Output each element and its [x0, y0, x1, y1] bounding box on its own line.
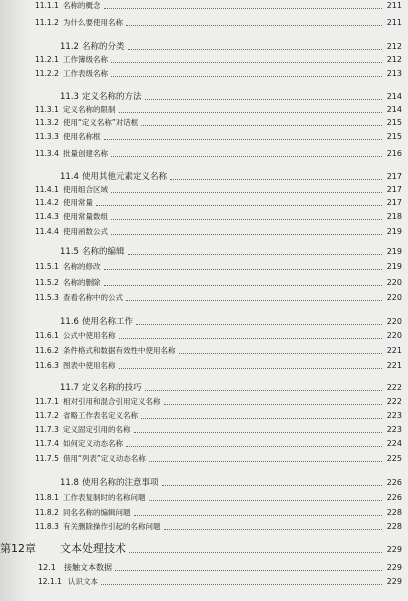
toc-leader-dots [111, 219, 382, 220]
toc-entry-number: 11.8.2 [35, 508, 59, 517]
toc-entry-page-number: 212 [386, 55, 402, 64]
toc-entry-number: 11.4.2 [35, 198, 59, 207]
toc-entry-number: 11.2.1 [35, 55, 59, 64]
toc-leader-dots [149, 500, 382, 501]
toc-entry-page-number: 222 [386, 397, 402, 406]
toc-entry-page-number: 220 [386, 278, 402, 287]
toc-leader-dots [149, 461, 382, 462]
toc-entry-title: 使用名称工作 [82, 317, 134, 327]
toc-entry-page-number: 215 [386, 132, 402, 141]
toc-entry [0, 521, 408, 533]
toc-entry-title: 省略工作表名定义名称 [63, 411, 138, 420]
toc-leader-dots [141, 418, 382, 419]
toc-entry-title: 相对引用和混合引用定义名称 [63, 397, 161, 406]
toc-entry [0, 131, 408, 143]
toc-entry-title: 工作表复制时的名称问题 [63, 493, 146, 502]
toc-leader-dots [179, 353, 382, 354]
toc-entry-title: 查看名称中的公式 [63, 293, 123, 302]
toc-entry-title: 接触文本数据 [64, 563, 112, 572]
toc-entry-number: 11.5 [60, 247, 79, 257]
toc-entry-number: 11.5.1 [35, 262, 59, 271]
toc-leader-dots [164, 404, 382, 405]
toc-entry-number: 11.7.4 [35, 439, 59, 448]
toc-entry-number: 11.3.3 [35, 132, 59, 141]
toc-entry [0, 104, 408, 116]
toc-entry [0, 396, 408, 408]
toc-entry-title: 名称的编辑 [82, 247, 125, 257]
toc-entry [0, 54, 408, 66]
toc-entry [0, 345, 408, 357]
toc-leader-dots [119, 112, 382, 113]
toc-entry-page-number: 214 [386, 105, 402, 114]
toc-entry-page-number: 223 [386, 411, 402, 420]
toc-leader-dots [111, 192, 382, 193]
toc-entry [0, 226, 408, 238]
toc-entry [0, 492, 408, 504]
toc-entry [0, 197, 408, 209]
toc-entry-page-number: 219 [386, 247, 402, 256]
toc-entry-page-number: 216 [386, 149, 402, 158]
toc-entry [0, 41, 408, 53]
toc-entry-number: 11.3 [60, 92, 79, 102]
toc-leader-dots [115, 570, 382, 571]
toc-entry-title: 使用名称的注意事项 [82, 478, 159, 488]
toc-entry-page-number: 229 [386, 545, 402, 554]
toc-leader-dots [162, 485, 382, 486]
toc-entry-page-number: 224 [386, 439, 402, 448]
toc-entry-title: 使用名称框 [63, 132, 101, 141]
toc-entry-title: 使用常量数组 [63, 212, 108, 221]
toc-entry-title: 使用“定义名称”对话框 [63, 118, 139, 127]
toc-entry-number: 11.3.2 [35, 118, 59, 127]
toc-leader-dots [145, 390, 382, 391]
toc-entry-page-number: 228 [386, 508, 402, 517]
toc-entry-page-number: 226 [386, 493, 402, 502]
toc-entry-title: 有关删除操作引起的名称问题 [63, 522, 161, 531]
toc-entry-title: 如何定义动态名称 [63, 439, 123, 448]
toc-entry-page-number: 225 [386, 454, 402, 463]
toc-entry-title: 条件格式和数据有效性中使用名称 [63, 346, 176, 355]
toc-leader-dots [111, 76, 382, 77]
toc-entry-number: 11.6.2 [35, 346, 59, 355]
toc-entry-page-number: 213 [386, 69, 402, 78]
toc-entry-page-number: 218 [386, 212, 402, 221]
toc-entry-page-number: 228 [386, 522, 402, 531]
toc-entry-number: 11.7 [60, 383, 79, 393]
toc-leader-dots [119, 368, 382, 369]
toc-entry [0, 438, 408, 450]
toc-entry-number: 11.3.4 [35, 149, 59, 158]
toc-entry-number: 11.5.3 [35, 293, 59, 302]
toc-entry-number: 11.1.2 [35, 18, 59, 27]
toc-leader-dots [111, 234, 382, 235]
toc-entry-number: 11.7.3 [35, 425, 59, 434]
toc-entry-number: 第12章 [0, 542, 36, 555]
toc-entry [0, 544, 408, 556]
toc-entry [0, 91, 408, 103]
toc-leader-dots [136, 324, 382, 325]
toc-leader-dots [145, 99, 382, 100]
toc-entry-number: 12.1.1 [38, 577, 62, 586]
toc-entry [0, 507, 408, 519]
toc-entry [0, 171, 408, 183]
toc-entry-number: 11.6.1 [35, 331, 59, 340]
toc-leader-dots [104, 139, 382, 140]
toc-entry-page-number: 226 [386, 478, 402, 487]
toc-entry-title: 使用函数公式 [63, 227, 108, 236]
toc-entry-title: 名称的分类 [82, 42, 125, 52]
toc-entry [0, 562, 408, 574]
toc-entry-page-number: 214 [386, 92, 402, 101]
toc-entry [0, 211, 408, 223]
toc-entry-title: 为什么要使用名称 [63, 18, 123, 27]
toc-entry [0, 410, 408, 422]
toc-entry-number: 11.5.2 [35, 278, 59, 287]
toc-entry-title: 使用常量 [63, 198, 93, 207]
toc-entry-title: 定义名称的技巧 [82, 383, 142, 393]
toc-entry-page-number: 220 [386, 317, 402, 326]
toc-entry [0, 68, 408, 80]
toc-entry [0, 424, 408, 436]
toc-leader-dots [104, 269, 382, 270]
toc-entry-number: 11.4.3 [35, 212, 59, 221]
toc-entry-title: 文本处理技术 [60, 542, 126, 555]
toc-entry-page-number: 212 [386, 42, 402, 51]
toc-leader-dots [126, 25, 382, 26]
toc-entry [0, 576, 408, 588]
toc-entry-page-number: 211 [386, 1, 402, 10]
toc-entry-title: 工作表级名称 [63, 69, 108, 78]
toc-entry [0, 477, 408, 489]
toc-entry [0, 292, 408, 304]
toc-entry-title: 使用其他元素定义名称 [82, 172, 168, 182]
toc-leader-dots [126, 300, 382, 301]
toc-entry-title: 定义名称的限制 [63, 105, 116, 114]
toc-entry [0, 117, 408, 129]
toc-leader-dots [141, 125, 382, 126]
toc-entry-page-number: 217 [386, 185, 402, 194]
toc-entry [0, 246, 408, 258]
toc-entry-page-number: 211 [386, 18, 402, 27]
toc-entry [0, 453, 408, 465]
toc-entry [0, 261, 408, 273]
toc-entry [0, 382, 408, 394]
toc-entry-number: 11.6 [60, 317, 79, 327]
toc-entry [0, 360, 408, 372]
toc-entry-page-number: 219 [386, 262, 402, 271]
toc-entry-page-number: 223 [386, 425, 402, 434]
toc-leader-dots [134, 515, 382, 516]
toc-entry-page-number: 221 [386, 361, 402, 370]
toc-leader-dots [111, 62, 382, 63]
toc-entry-page-number: 217 [386, 172, 402, 181]
toc-leader-dots [170, 179, 382, 180]
toc-entry-page-number: 229 [386, 577, 402, 586]
toc-entry-title: 名称的修改 [63, 262, 101, 271]
toc-leader-dots [104, 8, 382, 9]
toc-entry [0, 148, 408, 160]
toc-leader-dots [96, 205, 382, 206]
toc-leader-dots [111, 156, 382, 157]
toc-entry-page-number: 217 [386, 198, 402, 207]
toc-entry [0, 17, 408, 29]
toc-leader-dots [128, 254, 382, 255]
toc-leader-dots [128, 49, 382, 50]
toc-entry-number: 12.1 [38, 563, 56, 572]
toc-entry-number: 11.7.5 [35, 454, 59, 463]
toc-entry-number: 11.4.4 [35, 227, 59, 236]
toc-entry-title: 工作簿级名称 [63, 55, 108, 64]
toc-entry-number: 11.4 [60, 172, 79, 182]
toc-entry-number: 11.7.2 [35, 411, 59, 420]
toc-entry-number: 11.4.1 [35, 185, 59, 194]
toc-entry-number: 11.1.1 [35, 1, 59, 10]
toc-entry-number: 11.7.1 [35, 397, 59, 406]
toc-entry-page-number: 220 [386, 331, 402, 340]
toc-leader-dots [134, 432, 382, 433]
toc-leader-dots [101, 584, 382, 585]
toc-leader-dots [164, 529, 382, 530]
toc-entry-page-number: 220 [386, 293, 402, 302]
toc-entry [0, 330, 408, 342]
toc-entry-title: 名称的删除 [63, 278, 101, 287]
toc-entry-title: 公式中使用名称 [63, 331, 116, 340]
toc-entry-number: 11.8 [60, 478, 79, 488]
toc-entry-page-number: 222 [386, 383, 402, 392]
toc-entry [0, 0, 408, 12]
toc-entry-number: 11.2 [60, 42, 79, 52]
toc-entry-title: 批量创建名称 [63, 149, 108, 158]
toc-entry-title: 名称的概念 [63, 1, 101, 10]
toc-entry-number: 11.8.1 [35, 493, 59, 502]
toc-entry-title: 使用组合区域 [63, 185, 108, 194]
toc-entry [0, 316, 408, 328]
toc-leader-dots [126, 446, 382, 447]
toc-entry-page-number: 221 [386, 346, 402, 355]
toc-leader-dots [129, 552, 382, 553]
toc-entry-title: 图表中使用名称 [63, 361, 116, 370]
toc-entry-number: 11.2.2 [35, 69, 59, 78]
toc-leader-dots [104, 285, 382, 286]
toc-entry-page-number: 215 [386, 118, 402, 127]
toc-entry-title: 同名名称的编辑问题 [63, 508, 131, 517]
toc-entry-number: 11.3.1 [35, 105, 59, 114]
toc-entry-title: 定义固定引用的名称 [63, 425, 131, 434]
toc-entry-page-number: 219 [386, 227, 402, 236]
toc-entry [0, 184, 408, 196]
toc-entry-title: 认识文本 [68, 577, 98, 586]
toc-entry-page-number: 229 [386, 563, 402, 572]
toc-entry-number: 11.6.3 [35, 361, 59, 370]
toc-leader-dots [119, 338, 382, 339]
toc-entry-title: 借用“列表”定义动态名称 [63, 454, 146, 463]
toc-entry-title: 定义名称的方法 [82, 92, 142, 102]
toc-entry-number: 11.8.3 [35, 522, 59, 531]
toc-entry [0, 277, 408, 289]
